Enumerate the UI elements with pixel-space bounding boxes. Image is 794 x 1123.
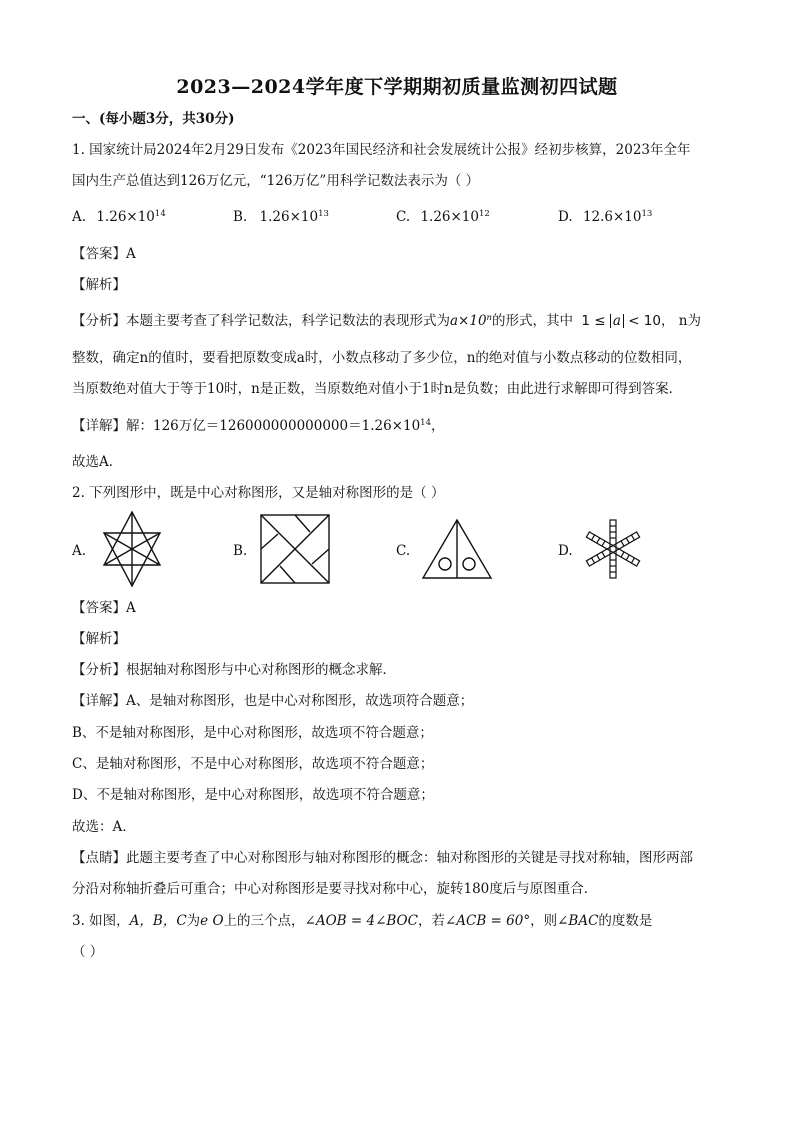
q1-option-a: A. $1.26\times 10^{14}$ (72, 209, 166, 225)
q1-option-c: C. $1.26\times 10^{12}$ (396, 209, 490, 225)
q2-detail-d: D、不是轴对称图形，是中心对称图形，故选项不符合题意； (72, 787, 434, 803)
q3-stem: 3. 如图，A，B，C为e O上的三个点，∠AOB = 4∠BOC，若∠ACB = 60°，则∠BAC的度数是 (72, 913, 653, 929)
q2-answer: 【答案】A (72, 600, 136, 616)
answer-tag: 【答案】 (72, 246, 126, 262)
q1-fenxi-line2: 整数，确定n的值时，要看把原数变成a时，小数点移动了多少位，n的绝对值与小数点移动的位数相同， (72, 350, 692, 366)
q1-stem-line2: 国内生产总值达到126万亿元，“126万亿”用科学记数法表示为（ ） (72, 173, 480, 189)
q2-stem: 2. 下列图形中，既是中心对称图形，又是轴对称图形的是（ ） (72, 485, 445, 501)
q2-option-a-label: A. (72, 543, 87, 559)
q2-detail-b: B、不是轴对称图形，是中心对称图形，故选项不符合题意； (72, 725, 433, 741)
q1-option-d: D. $12.6\times 10^{13}$ (558, 209, 653, 225)
q3-answer-paren: （ ） (72, 944, 104, 960)
q1-stem-line1: 1. 国家统计局2024年2月29日发布《2023年国民经济和社会发展统计公报》经初步核算，2023年全年 (72, 142, 691, 158)
answer-value: A (126, 246, 136, 262)
q1-option-b: B. $1.26\times 10^{13}$ (233, 209, 329, 225)
section-heading: 一、(每小题3分，共30分) (72, 111, 235, 127)
triangle-two-circles-figure-icon (421, 518, 493, 580)
q2-dianjing-line1: 【点睛】此题主要考查了中心对称图形与轴对称图形的概念：轴对称图形的关键是寻找对称轴，图形两部 (72, 850, 693, 866)
page-title: 2023—2024学年度下学期期初质量监测初四试题 (176, 76, 618, 98)
square-pinwheel-figure-icon (260, 514, 330, 584)
ladder-star-figure-icon (582, 518, 644, 580)
q1-fenxi-line3: 当原数绝对值大于等于10时，n是正数，当原数绝对值小于1时n是负数；由此进行求解即可得到答案． (72, 381, 683, 397)
q2-detail-a: 【详解】A、是轴对称图形，也是中心对称图形，故选项符合题意； (72, 693, 474, 709)
q1-answer (72, 245, 136, 263)
q2-fenxi: 【分析】根据轴对称图形与中心对称图形的概念求解． (72, 662, 396, 678)
q2-option-d-label: D. (558, 543, 573, 559)
q2-conclusion: 故选：A． (72, 819, 136, 835)
q1-analysis-tag: 【解析】 (72, 277, 126, 293)
q2-option-b-label: B. (233, 543, 248, 559)
q2-option-c-label: C. (396, 543, 411, 559)
q2-analysis-tag: 【解析】 (72, 631, 126, 647)
q2-dianjing-line2: 分沿对称轴折叠后可重合；中心对称图形是要寻找对称中心，旋转180度后与原图重合． (72, 881, 598, 897)
q1-conclusion: 故选A． (72, 454, 123, 470)
hexagram-rhombus-figure-icon (98, 510, 166, 588)
abs-a: a (610, 314, 624, 328)
q2-detail-c: C、是轴对称图形，不是中心对称图形，故选项不符合题意； (72, 756, 434, 772)
q1-fenxi-line1: 【分析】本题主要考查了科学记数法，科学记数法的表现形式为$a\times 10^n$的形式，其中 1 ≤ a < 10， n为 (72, 313, 701, 329)
q1-detail: 【详解】解：126万亿$=126000000000000=1.26\times 10^{14}$， (72, 418, 445, 434)
